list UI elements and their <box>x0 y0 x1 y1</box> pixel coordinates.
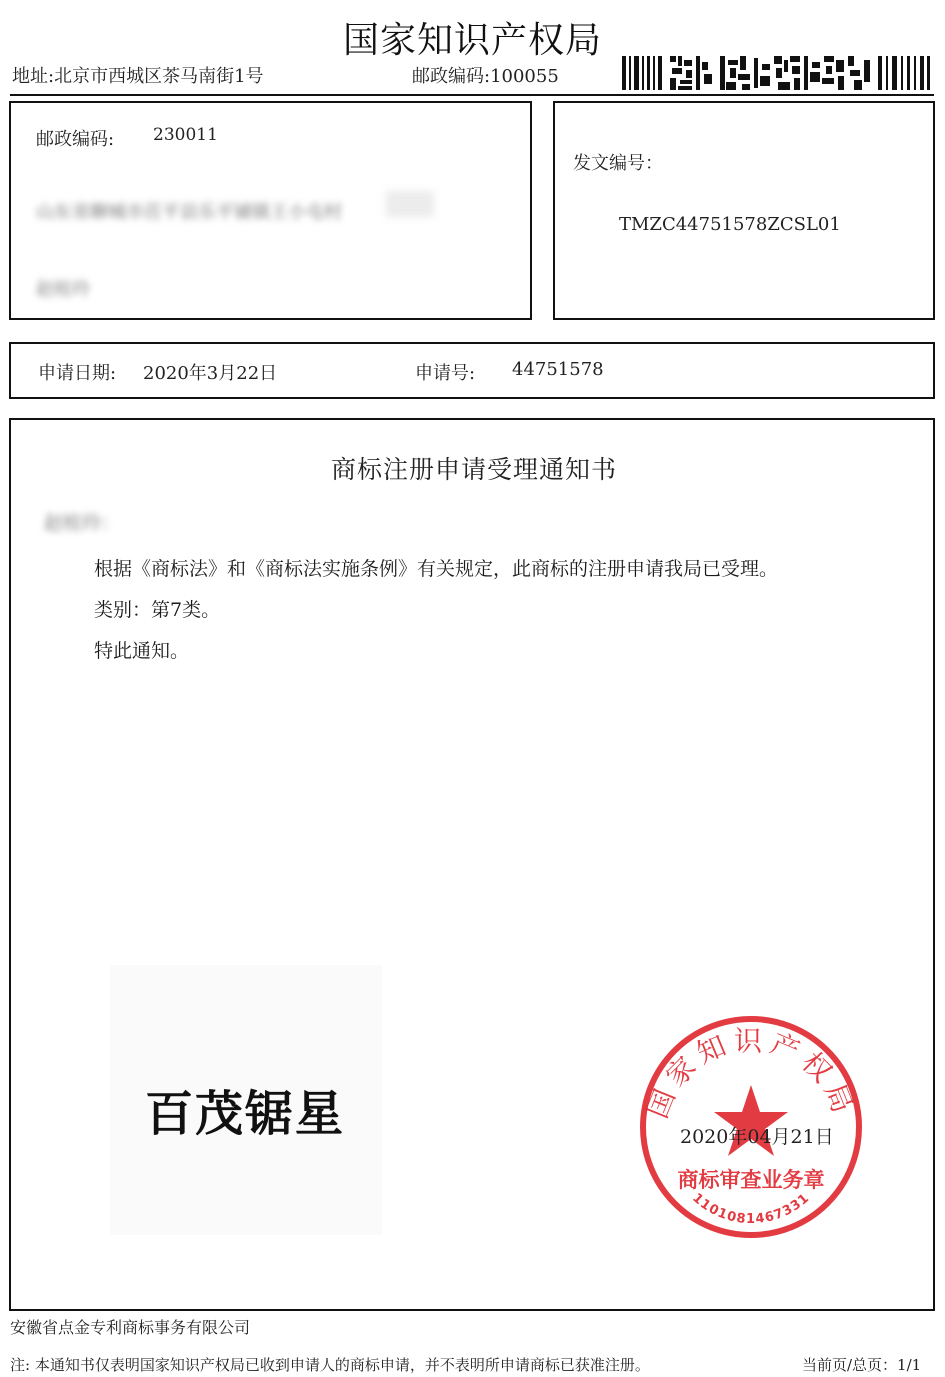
recipient-box <box>9 101 532 320</box>
recipient-address: 山东省聊城市茌平县乐平铺镇王小屯村 <box>36 202 342 223</box>
agency-title: 国家知识产权局 <box>342 20 602 61</box>
recipient-postal-label: 邮政编码: <box>36 129 115 150</box>
application-info-box <box>9 342 935 399</box>
agency-footer: 安徽省点金专利商标事务有限公司 <box>10 1318 251 1337</box>
doc-number-label: 发文编号： <box>573 153 663 174</box>
recipient-postal-value: 230011 <box>153 125 218 145</box>
doc-number-value: TMZC44751578ZCSL01 <box>619 214 841 235</box>
seal-outer-text: 国家知识产权局 <box>640 1024 862 1123</box>
svg-text:1101081467331 <box>689 1191 813 1227</box>
application-date-label: 申请日期: <box>38 363 117 384</box>
barcode <box>622 56 930 90</box>
document-number-box <box>553 101 935 320</box>
footer-note: 注: 本通知书仅表明国家知识产权局已收到申请人的商标申请，并不表明所申请商标已获准注册。 <box>10 1356 650 1374</box>
issue-date: 2020年04月21日 <box>680 1126 834 1148</box>
redaction-patch <box>386 191 434 217</box>
notice-body-line-3: 特此通知。 <box>94 640 190 662</box>
notice-body-line-1: 根据《商标法》和《商标法实施条例》有关规定，此商标的注册申请我局已受理。 <box>94 558 779 580</box>
recipient-name: 赵桂玲 <box>36 279 90 300</box>
seal-inner-text: 商标审查业务章 <box>677 1168 825 1192</box>
trademark-text: 百茂锯星 <box>145 1086 346 1142</box>
page-indicator: 当前页/总页：1/1 <box>802 1356 922 1374</box>
application-number-value: 44751578 <box>512 359 604 380</box>
notice-body-line-2: 类别：第7类。 <box>94 599 221 621</box>
application-number-label: 申请号: <box>415 363 476 384</box>
application-date-value: 2020年3月22日 <box>143 363 278 384</box>
agency-postal-code: 邮政编码:100055 <box>412 66 559 87</box>
notice-title: 商标注册申请受理通知书 <box>330 455 617 484</box>
agency-address: 地址:北京市西城区茶马南街1号 <box>12 66 264 87</box>
header-rule <box>10 94 934 96</box>
seal-code: 1101081467331 <box>689 1190 813 1228</box>
notice-addressee: 赵桂玲： <box>44 512 121 534</box>
